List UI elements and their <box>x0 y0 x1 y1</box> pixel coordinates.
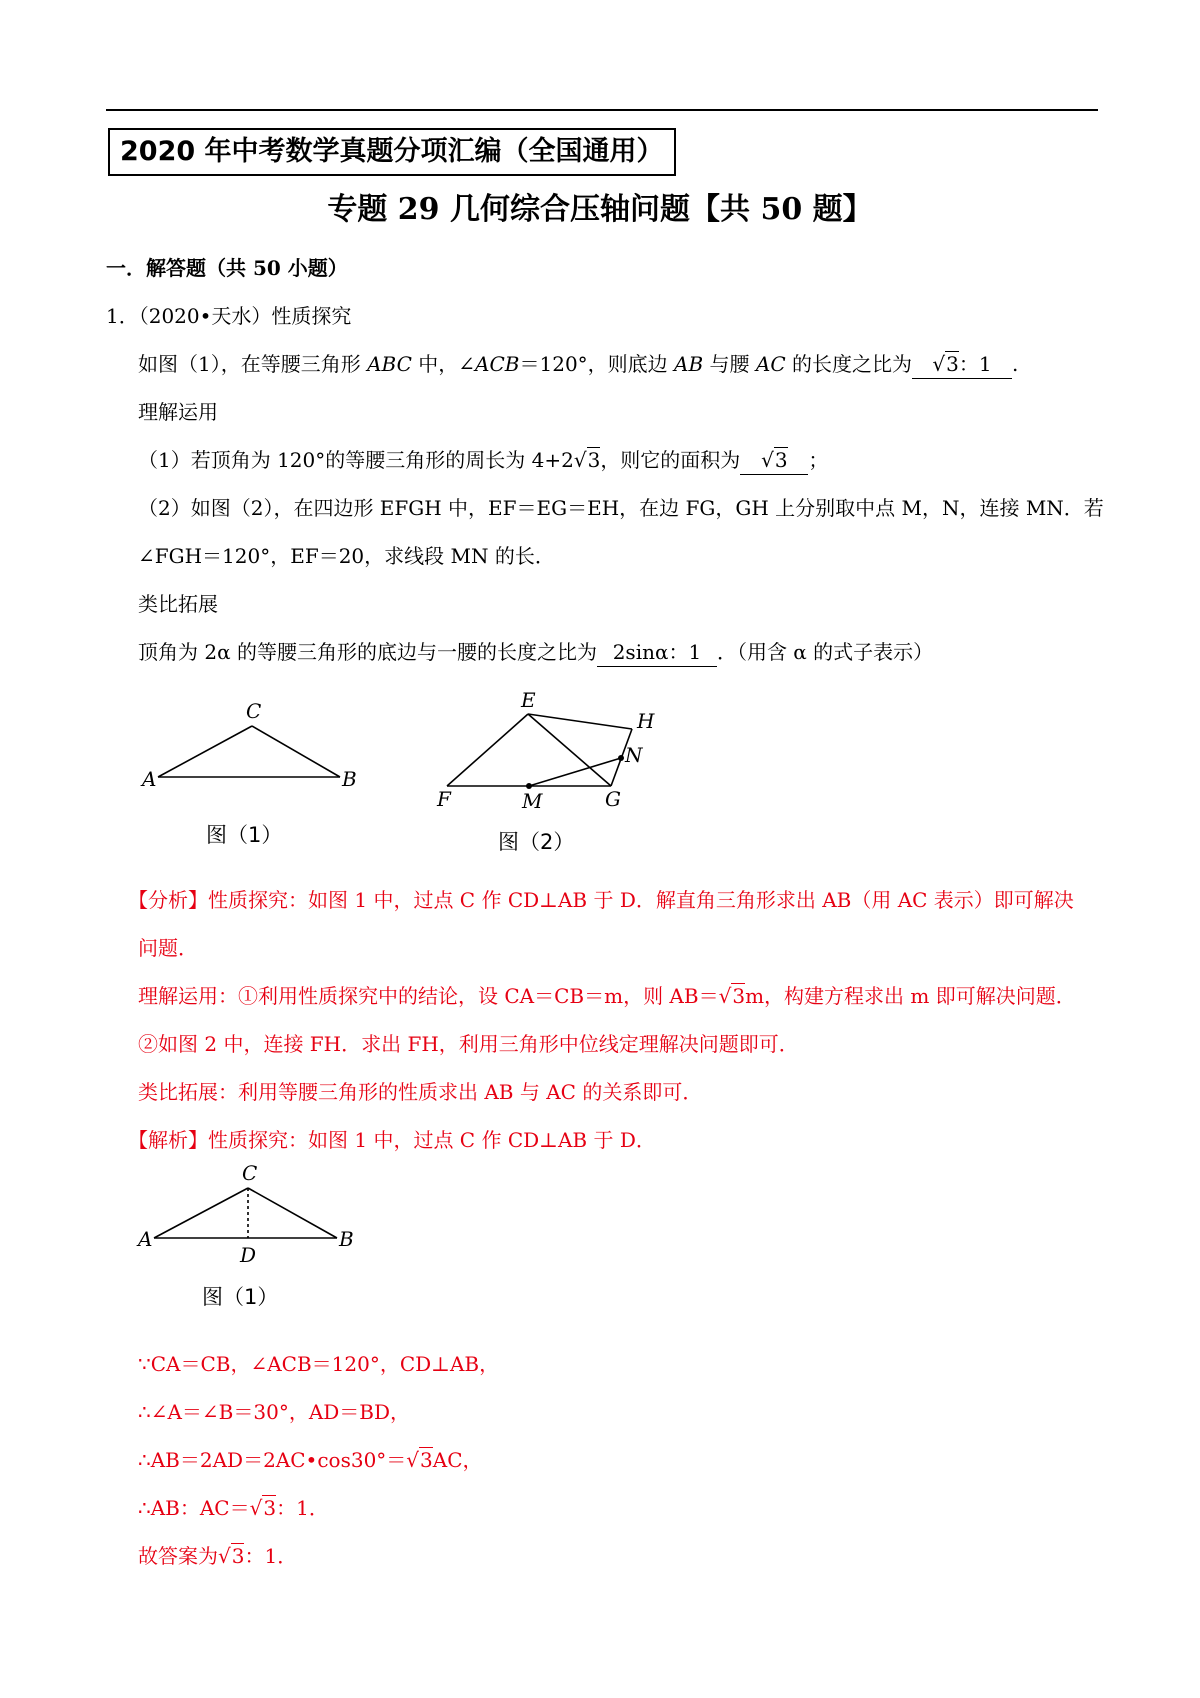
segment-cb <box>252 726 340 777</box>
answer-blank-2: √3 <box>740 446 808 475</box>
analysis-line-1: 【分析】性质探究：如图 1 中，过点 C 作 CD⊥AB 于 D．解直角三角形求出 AB（用 AC 表示）即可解决 <box>128 888 1074 912</box>
solution-step-1: ∵CA＝CB，∠ACB＝120°，CD⊥AB， <box>138 1352 500 1376</box>
analysis-line-3: 理解运用：①利用性质探究中的结论，设 CA＝CB＝m，则 AB＝√3m，构建方程求出 m 即可解决问题． <box>138 984 1076 1008</box>
analysis-line-5: 类比拓展：利用等腰三角形的性质求出 AB 与 AC 的关系即可． <box>138 1080 703 1104</box>
point-label-a: A <box>138 1227 153 1251</box>
point-label-m: M <box>522 789 543 813</box>
solution-step-3: ∴AB＝2AD＝2AC•cos30°＝√3AC， <box>138 1448 483 1472</box>
point-label-c: C <box>242 1162 258 1185</box>
problem-label: 1．（2020•天水）性质探究 <box>106 304 352 328</box>
answer-blank-1: √3：1 <box>912 350 1012 379</box>
top-rule <box>106 109 1098 111</box>
question-2-line1: （2）如图（2），在四边形 EFGH 中，EF＝EG＝EH，在边 FG，GH 上分别取中点 M，N，连接 MN．若 <box>138 496 1104 520</box>
point-label-b: B <box>339 1227 354 1251</box>
point-label-c: C <box>246 700 262 723</box>
analysis-line-4: ②如图 2 中，连接 FH．求出 FH，利用三角形中位线定理解决问题即可． <box>138 1032 799 1056</box>
point-label-a: A <box>142 767 157 791</box>
point-label-g: G <box>605 787 621 811</box>
problem-intro: 如图（1），在等腰三角形 ABC 中，∠ACB＝120°，则底边 AB 与腰 AC 的长度之比为 √3：1 . <box>138 350 1018 379</box>
solution-figure-caption: 图（1） <box>202 1285 279 1309</box>
solution-step-2: ∴∠A＝∠B＝30°，AD＝BD， <box>138 1400 411 1424</box>
figure-2-quadrilateral <box>425 690 685 860</box>
answer-blank-3: 2sinα：1 <box>597 638 717 667</box>
figure-1-caption: 图（1） <box>206 823 283 847</box>
question-2-line2: ∠FGH＝120°，EF＝20，求线段 MN 的长． <box>138 544 555 568</box>
subhead-apply: 理解运用 <box>138 400 218 424</box>
section-heading: 一．解答题（共 50 小题） <box>106 256 348 280</box>
segment-cb <box>248 1188 337 1238</box>
midpoint-n-dot <box>618 755 624 761</box>
solution-line-1: 【解析】性质探究：如图 1 中，过点 C 作 CD⊥AB 于 D． <box>128 1128 656 1152</box>
segment-ca <box>154 1188 248 1238</box>
analysis-line-2: 问题． <box>138 936 198 960</box>
question-3: 顶角为 2α 的等腰三角形的底边与一腰的长度之比为 2sinα：1 ．（用含 α 的式子表示） <box>138 638 933 667</box>
point-label-n: N <box>625 743 643 767</box>
point-label-h: H <box>637 709 655 733</box>
document-title: 专题 29 几何综合压轴问题【共 50 题】 <box>327 192 873 227</box>
solution-step-4: ∴AB：AC＝√3：1． <box>138 1496 329 1520</box>
figure-2-caption: 图（2） <box>498 830 575 854</box>
figure-1-triangle <box>130 700 370 850</box>
solution-step-5: 故答案为√3：1． <box>138 1544 298 1568</box>
point-label-d: D <box>240 1243 257 1267</box>
subhead-extend: 类比拓展 <box>138 592 218 616</box>
question-1: （1）若顶角为 120°的等腰三角形的周长为 4+2√3，则它的面积为 √3 ； <box>138 446 828 475</box>
point-label-f: F <box>437 787 451 811</box>
segment-fe <box>447 714 528 786</box>
point-label-b: B <box>342 767 357 791</box>
segment-ca <box>158 726 252 777</box>
series-title: 2020 年中考数学真题分项汇编（全国通用） <box>108 128 676 176</box>
solution-figure-triangle <box>130 1162 370 1312</box>
point-label-e: E <box>521 690 536 712</box>
